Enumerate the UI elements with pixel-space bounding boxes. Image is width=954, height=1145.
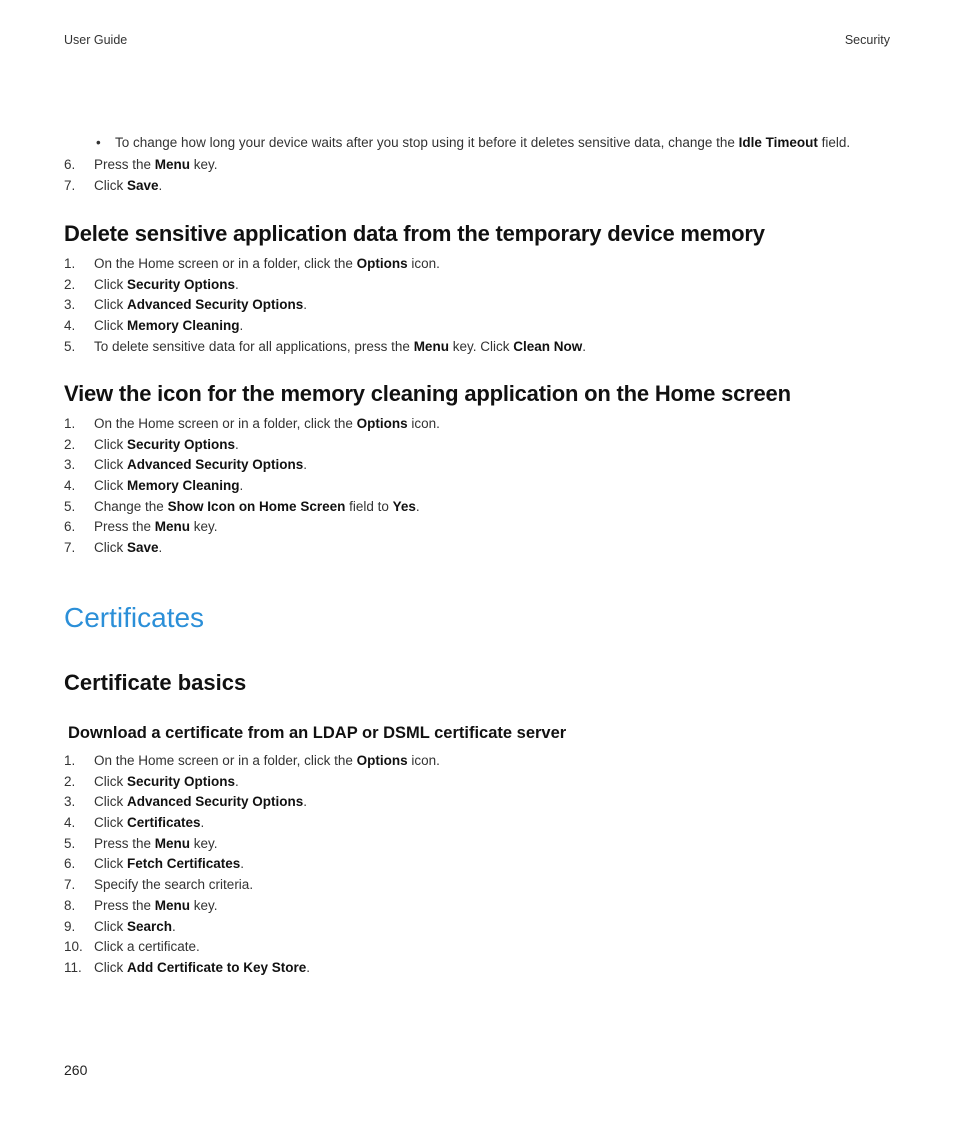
step-number: 5.: [64, 835, 76, 851]
list-item: [64, 316, 894, 337]
step-bold-term: Search: [127, 918, 173, 934]
step-number: 2.: [64, 436, 76, 452]
step-text: Click: [94, 457, 127, 473]
step-text: .: [240, 856, 245, 872]
step-text: icon.: [407, 753, 440, 768]
step-text: Click: [94, 318, 127, 334]
step-text: .: [200, 815, 205, 831]
step-text: Click: [94, 856, 127, 872]
section2-steps-list: [64, 414, 894, 559]
running-header-left: User Guide: [64, 33, 128, 47]
step-text: Click: [94, 794, 127, 810]
step-text: Click a certificate.: [94, 939, 200, 955]
step-number: 11.: [64, 959, 82, 975]
step-bold-term: Certificates: [127, 815, 201, 831]
step-bold-term: Advanced Security Options: [127, 794, 304, 810]
step-number: 7.: [64, 540, 76, 556]
bullet-icon: •: [96, 135, 101, 150]
list-item: [64, 538, 894, 559]
running-header-right: Security: [844, 33, 890, 47]
step-bold-term: Security Options: [127, 773, 236, 789]
step-text: .: [303, 457, 308, 473]
task-title-download-certificate: Download a certificate from an LDAP or DSML certificate server: [68, 724, 567, 742]
intro-bullet-bold: Idle Timeout: [738, 135, 818, 150]
step-bold-term: Advanced Security Options: [127, 457, 304, 473]
step-bold-term: Show Icon on Home Screen: [167, 498, 346, 514]
step-text: .: [235, 436, 239, 452]
list-item: [64, 414, 894, 435]
step-text: icon.: [407, 416, 440, 431]
step-text: On the Home screen or in a folder, click the: [94, 753, 357, 768]
step-text: Click: [94, 540, 127, 556]
step-text: key. Click: [448, 338, 514, 354]
step-bold-term: Save: [127, 540, 159, 556]
step-text: .: [582, 338, 586, 354]
list-item: [64, 813, 894, 834]
step-number: 2.: [64, 773, 76, 789]
step-number: 3.: [64, 297, 76, 313]
list-item: [64, 275, 894, 296]
step-text: key.: [190, 835, 218, 851]
list-item: [64, 455, 894, 476]
step-number: 1.: [64, 753, 76, 768]
list-item: [64, 155, 894, 176]
list-item: [64, 772, 894, 793]
list-item: [64, 295, 894, 316]
step-text: Press the: [94, 897, 155, 913]
step-bold-term: Options: [356, 256, 408, 271]
step-bold-term: Menu: [413, 338, 449, 354]
step-bold-term: Save: [127, 177, 159, 193]
step-bold-term: Memory Cleaning: [127, 318, 240, 334]
intro-bullet: [96, 133, 850, 153]
step-text: Click: [94, 436, 127, 452]
step-text: .: [239, 318, 244, 334]
step-text: Change the: [94, 498, 168, 514]
step-bold-term: Security Options: [127, 276, 236, 292]
step-text: field to: [345, 498, 393, 514]
step-bold-term: Options: [356, 416, 408, 431]
step-bold-term: Fetch Certificates: [127, 856, 241, 872]
list-item: [64, 834, 894, 855]
step-text: .: [235, 276, 239, 292]
step-text: Specify the search criteria.: [94, 877, 254, 893]
step-text: key.: [190, 519, 218, 535]
step-number: 1.: [64, 416, 76, 431]
step-bold-term: Advanced Security Options: [127, 297, 304, 313]
step-text: .: [235, 773, 239, 789]
step-text: On the Home screen or in a folder, click the: [94, 416, 357, 431]
step-bold-term: Clean Now: [513, 338, 583, 354]
list-item: [64, 854, 894, 875]
intro-bullet-text: To change how long your device waits after you stop using it before it deletes sensitive data, change the: [115, 135, 739, 150]
list-item: [64, 497, 894, 518]
section-heading-delete-sensitive-data: Delete sensitive application data from the temporary device memory: [64, 221, 765, 246]
list-item: [64, 254, 894, 275]
step-text: To delete sensitive data for all applications, press the: [94, 338, 414, 354]
step-text: .: [239, 478, 244, 494]
step-bold-term: Menu: [154, 519, 191, 535]
list-item: [64, 176, 894, 197]
chapter-title-certificates: Certificates: [64, 602, 205, 633]
step-text: .: [306, 959, 311, 975]
step-text: .: [303, 794, 308, 810]
section-heading-view-icon: View the icon for the memory cleaning application on the Home screen: [64, 381, 791, 406]
step-text: .: [303, 297, 308, 313]
step-bold-term: Menu: [154, 897, 191, 913]
step-text: .: [415, 498, 420, 514]
step-number: 5.: [64, 338, 76, 354]
subsection-title-certificate-basics: Certificate basics: [64, 670, 247, 695]
step-text: Click: [94, 276, 127, 292]
intro-steps-list: [64, 155, 894, 196]
step-text: Click: [94, 959, 127, 975]
step-bold-term: Yes: [392, 498, 416, 514]
list-item: [64, 937, 894, 958]
step-number: 8.: [64, 897, 76, 913]
step-number: 6.: [64, 157, 76, 172]
list-item: [64, 875, 894, 896]
list-item: [64, 476, 894, 497]
step-text: .: [172, 918, 176, 934]
step-text: .: [158, 540, 163, 556]
step-text: Press the: [94, 519, 155, 535]
step-number: 6.: [64, 519, 76, 535]
step-text: Click: [94, 478, 127, 494]
step-number: 3.: [64, 457, 76, 473]
step-text: .: [158, 177, 163, 193]
step-text: icon.: [407, 256, 440, 271]
step-text: Click: [94, 297, 127, 313]
step-number: 1.: [64, 256, 76, 271]
step-text: Press the: [94, 157, 155, 172]
step-bold-term: Menu: [154, 157, 191, 172]
list-item: [64, 337, 894, 358]
step-text: On the Home screen or in a folder, click the: [94, 256, 357, 271]
step-bold-term: Add Certificate to Key Store: [127, 959, 307, 975]
step-number: 4.: [64, 815, 76, 831]
step-number: 7.: [64, 877, 76, 893]
step-number: 4.: [64, 478, 76, 494]
list-item: [64, 517, 894, 538]
step-number: 3.: [64, 794, 76, 810]
section1-steps-list: [64, 254, 894, 357]
step-number: 7.: [64, 177, 76, 193]
list-item: [64, 917, 894, 938]
intro-bullet-text-end: field.: [817, 135, 851, 150]
step-number: 10.: [64, 939, 83, 955]
step-text: Press the: [94, 835, 155, 851]
step-number: 9.: [64, 918, 76, 934]
step-text: Click: [94, 177, 127, 193]
step-bold-term: Menu: [154, 835, 191, 851]
step-text: Click: [94, 773, 127, 789]
list-item: [64, 958, 894, 979]
list-item: [64, 751, 894, 772]
list-item: [64, 792, 894, 813]
list-item: [64, 896, 894, 917]
step-text: Click: [94, 918, 127, 934]
step-bold-term: Security Options: [127, 436, 236, 452]
certificate-steps-list: [64, 751, 894, 979]
step-number: 2.: [64, 276, 76, 292]
step-number: 4.: [64, 318, 76, 334]
list-item: [64, 435, 894, 456]
page-number: 260: [64, 1062, 88, 1078]
step-bold-term: Options: [356, 753, 408, 768]
step-number: 6.: [64, 856, 76, 872]
step-text: key.: [190, 157, 218, 172]
step-number: 5.: [64, 498, 76, 514]
step-bold-term: Memory Cleaning: [127, 478, 240, 494]
step-text: key.: [190, 897, 218, 913]
step-text: Click: [94, 815, 127, 831]
